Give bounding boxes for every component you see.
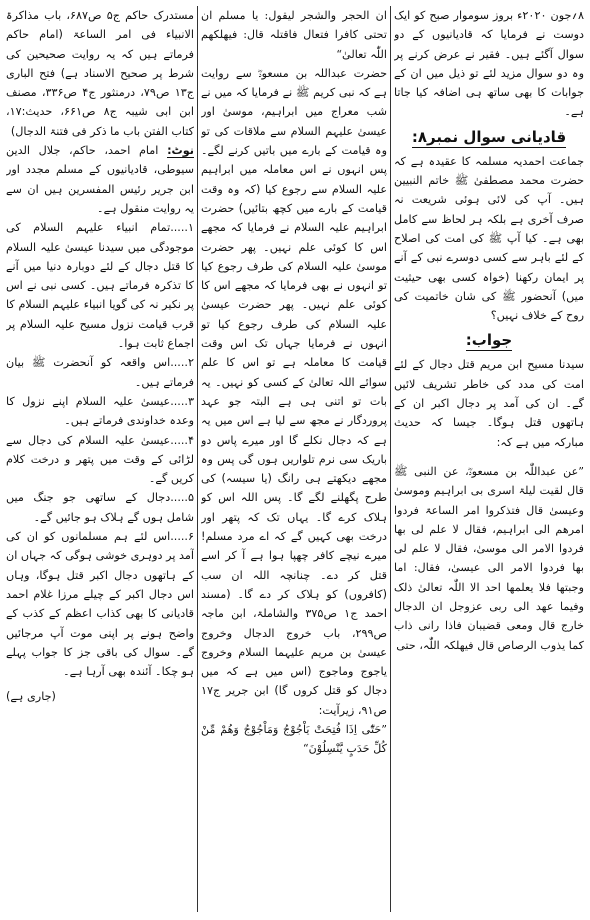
hadith-arabic-continuation: ان الحجر والشجر لیقول: یا مسلم ان تحتی کافرا فتعال فاقتلہ قال: فیھلکھم اللّٰہ تعالیٰ“ xyxy=(201,9,387,61)
hadith-translation: حضرت عبداللہ بن مسعودؓ سے روایت ہے کہ نبی کریم ﷺ نے فرمایا کہ میں نے شب معراج میں ابراہیم، موسیٰ اور عیسیٰ علیہم السلام سے ملاقات کی تو وہ قیامت کے بارے میں باتیں کرنے لگے۔ پس انہوں نے اس معاملہ میں ابراہیم علیہ السلام سے رجوع کیا (کہ وہ وقت قیامت کے بارے میں کچھ بتائیں) حضرت ابراہیم علیہ السلام نے فرمایا کہ مجھے اس کا کوئی علم نہیں۔ پھر حضرت موسیٰ علیہ السلام کی طرف رجوع کیا تو انہوں نے بھی فرمایا کہ مجھے اس کا کوئی علم نہیں۔ پھر حضرت عیسیٰ علیہ السلام کی طرف رجوع کیا تو انہوں نے فرمایا جہاں تک اس وقت قیامت کا معاملہ ہے تو اس کا علم سوائے اللہ تعالیٰ کے کسی کو نہیں۔ یہ بات تو اتنی ہی ہے البتہ جو عہد پروردگار نے مجھ سے لیا ہے اس میں یہ ہے کہ دجال نکلے گا اور میرے پاس دو باریک سی نرم تلواریں ہوں گی پس وہ مجھے دیکھتے ہی رانگ (یا سیسہ) کی طرح پگھلنے لگے گا۔ پس اللہ اس کو ہلاک کرے گا۔ یہاں تک کہ پتھر اور درخت بھی کہیں گے کہ اے مرد مسلم! میرے نیچے کافر چھپا ہوا ہے آ کر اسے قتل کر دے۔ چنانچہ اللہ ان سب (کافروں) کو ہلاک کر دے گا۔ (مسند احمد ج۱ ص۳۷۵ والشاملۃ، ابن ماجہ ص۲۹۹، باب خروج الدجال وخروج عیسیٰ بن مریم علیہما السلام وخروج یاجوج وماجوج (اس میں ہے کہ میں دجال کو قتل کروں گا) ابن جریر ج۱۷ ص۹۱، زیرآیت: xyxy=(201,66,387,717)
list-item-4: ۴.....عیسیٰ علیہ السلام کی دجال سے لڑائی کے وقت میں پتھر و درخت کلام کریں گے۔ xyxy=(6,433,194,486)
intro-paragraph: ۸؍جون ۲۰۲۰ء بروز سوموار صبح کو ایک دوست نے فرمایا کہ قادیانیوں کے دو سوال آگئے ہیں۔ فقیر نے عرض کرنے پر وہ دو سوال مزید لئے تو ذیل میں ان کے جوابات کا بھی ساتھ ہی اضافہ کیا جاتا ہے۔ xyxy=(394,9,584,119)
question-paragraph: جماعت احمدیہ مسلمہ کا عقیدہ ہے کہ حضرت محمد مصطفیٰ ﷺ خاتم النبیین ہیں۔ آپ کی لائی ہوئی شریعت نہ صرف آخری ہے بلکہ ہر لحاظ سے کامل بھی ہے۔ کیا آپ ﷺ کی امت کی اصلاح کے لئے باہر سے کسی دوسرے نبی کے آنے پر ایمان رکھنا (خواہ کسی بھی حیثیت میں) آنحضور ﷺ کی شان خاتمیت کی روح کے خلاف نہیں؟ xyxy=(394,154,584,323)
list-item-2: ۲.....اس واقعہ کو آنحضرت ﷺ بیان فرماتے ہیں۔ xyxy=(6,356,194,389)
left-column xyxy=(6,6,194,914)
quran-verse: ”حَتّٰٓی اِذَا فُتِحَتْ یَاْجُوْجُ وَمَاْجُوْجُ وَھُمْ مِّنْ کُلِّ حَدَبٍ یَّنْسِلُوْنَ“ xyxy=(201,722,387,756)
references-paragraph: مستدرک حاکم ج۵ ص۶۸۷، باب مذاکرۃ الانبیاء فی امر الساعۃ (امام حاکم فرماتے ہیں کہ یہ روایت صحیحین کی شرط پر صحیح الاسناد ہے) فتح الباری ج۱۳ ص۷۹، درمنثور ج۴ ص۳۳۶، مصنف ابن ابی شیبہ ج۸ ص۶۶۱، حدیث:۱۷، کتاب الفتن باب ما ذکر فی فتنۃ الدجال) xyxy=(6,9,194,138)
middle-column xyxy=(201,6,387,914)
spacer xyxy=(394,452,584,462)
answer-heading xyxy=(394,329,584,351)
note-text: امام احمد، حاکم، جلال الدین سیوطی، قادیانیوں کے مسلم مجدد اور ابن جریر رئیس المفسرین ہیں ان سے یہ روایت منقول ہے۔ xyxy=(6,144,194,215)
list-item-5: ۵.....دجال کے ساتھی جو جنگ میں شامل ہوں گے ہلاک ہو جائیں گے۔ xyxy=(6,491,194,524)
column-divider-right xyxy=(390,6,391,912)
continued-label: (جاری ہے) xyxy=(6,690,56,704)
hadith-arabic-text: ”عن عبداللّٰہ بن مسعودؓ، عن النبی ﷺ قال لقیت لیلۃ اسری بی ابراہیم وموسیٰ وعیسیٰ قال فتذکروا امر الساعۃ فردوا امرھم الی ابراہیم، فقال لا علم لی بھا فردوا الامر الی موسیٰ، فقال لا علم لی بھا فردوا الامر الی عیسیٰ، فقال: اما وجبتھا فلا یعلمھا احد الا اللّٰہ تعالیٰ ذلک وفیما عھد الی ربی عزوجل ان الدجال خارج قال ومعی قضیبان فاذا رانی ذاب کما یذوب الرصاص قال فیھلکہ اللّٰہ، حتی xyxy=(394,464,584,652)
right-column xyxy=(394,6,584,914)
question-heading-text: قادیانی سوال نمبر۸: xyxy=(411,127,567,146)
note-label: نوٹ: xyxy=(167,144,194,158)
note-paragraph xyxy=(6,141,194,218)
answer-paragraph: سیدنا مسیح ابن مریم قتل دجال کے لئے امت کی مدد کی خاطر تشریف لائیں گے۔ ان کی آمد پر دجال اکبر ان کے ہاتھوں قتل ہوگا۔ جیسا کہ حدیث مبارکہ میں ہے کہ: xyxy=(394,358,584,449)
list-item-3: ۳.....عیسیٰ علیہ السلام اپنے نزول کا وعدہ خداوندی فرماتے ہیں۔ xyxy=(6,394,194,428)
list-item-1: ۱.....تمام انبیاء علیہم السلام کی موجودگی میں سیدنا عیسیٰ علیہ السلام کا قتل دجال کے لئے دوبارہ دنیا میں آنے کا تذکرہ فرماتے ہیں۔ کسی نبی نے اس پر نکیر نہ کی گویا انبیاء علیہم السلام کا قرب قیامت نزول مسیح علیہ السلام پر اجماع ثابت ہوا۔ xyxy=(6,221,194,351)
column-divider-left xyxy=(197,6,198,912)
question-heading xyxy=(394,126,584,148)
list-item-6: ۶.....اس لئے ہم مسلمانوں کو ان کی آمد پر دوہری خوشی ہوگی کہ جہاں ان کے ہاتھوں دجال اکبر قتل ہوگا، وہاں اس دجال اکبر کے چیلے مرزا غلام احمد قادیانی کا بھی کذاب اعظم کے کذب کے واضح ہونے پر اپنی موت آپ مرجائیں گے۔ سوال کی باقی جز کا جواب پہلے ہو چکا۔ آئندہ بھی آرہا ہے۔ xyxy=(6,530,194,679)
answer-heading-text: جواب: xyxy=(465,331,513,350)
